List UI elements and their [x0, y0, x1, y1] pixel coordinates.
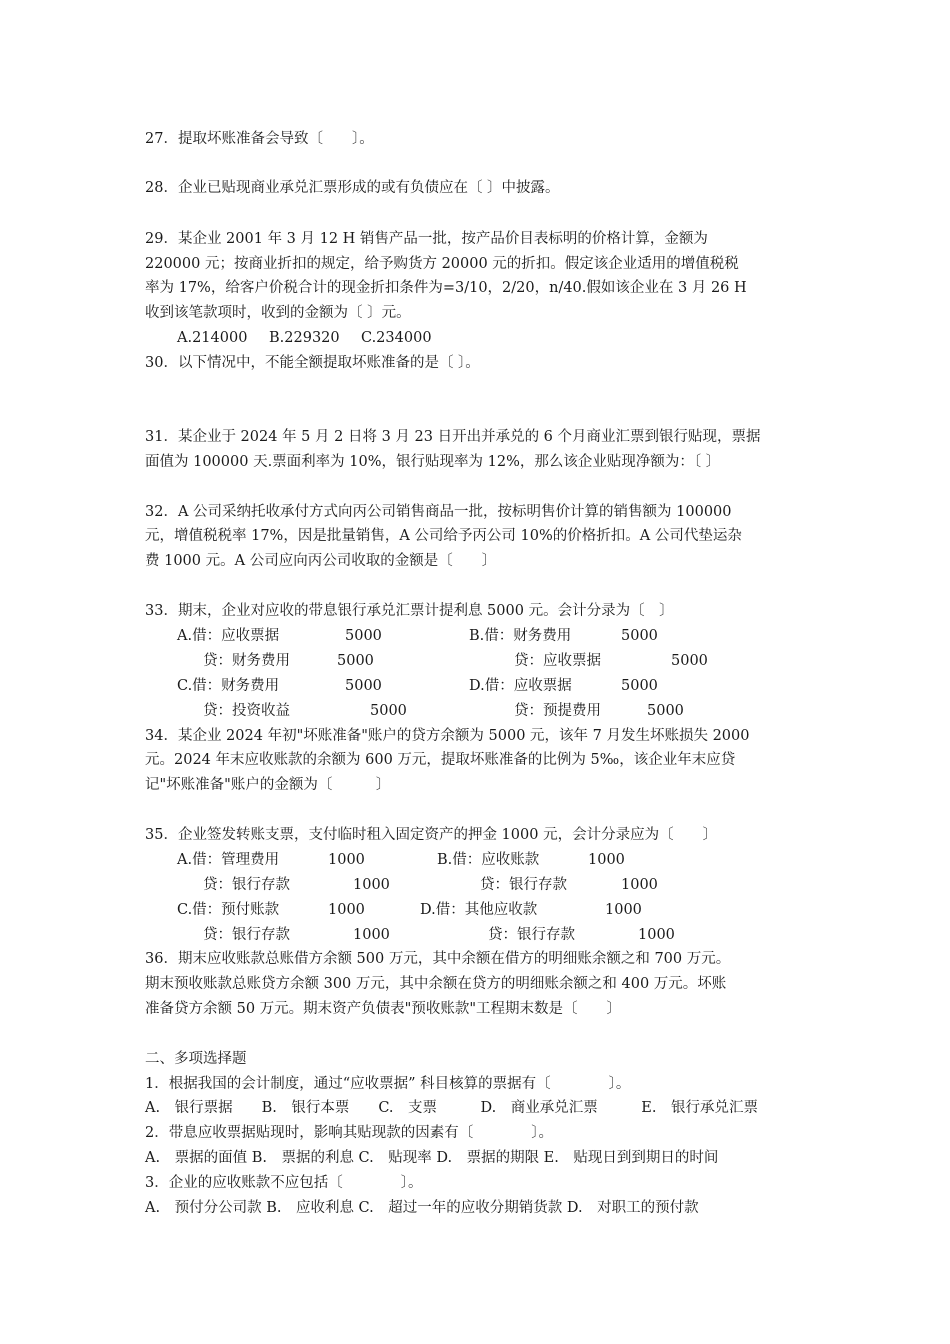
question-33-option-d-credit: 贷：预提费用 [514, 703, 601, 719]
question-35-option-a-credit-amount: 1000 [353, 877, 390, 893]
question-29-line-3: 率为 17%，给客户价税合计的现金折扣条件为=3/10，2/20，n/40.假如该企业在 3 月 26 H [145, 280, 747, 296]
question-35-option-d-credit: 贷：银行存款 [488, 927, 575, 943]
multi-question-2: 2．带息应收票据贴现时，影响其贴现款的因素有〔 〕。 [145, 1125, 553, 1141]
question-35-option-a-credit: 贷：银行存款 [203, 877, 290, 893]
section-heading-multiple-choice: 二、多项选择题 [145, 1051, 247, 1067]
question-29-option-c: C.234000 [361, 330, 432, 346]
question-33-option-a-credit: 贷：财务费用 [203, 653, 290, 669]
question-35-option-c-debit: C.借：预付账款 [177, 902, 280, 918]
question-33: 33．期末，企业对应收的带息银行承兑汇票计提利息 5000 元。会计分录为〔 〕 [145, 603, 674, 619]
question-35-option-b-debit-amount: 1000 [588, 852, 625, 868]
question-33-option-c-debit: C.借：财务费用 [177, 678, 280, 694]
question-33-option-c-debit-amount: 5000 [345, 678, 382, 694]
question-29-line-2: 220000 元；按商业折扣的规定，给予购货方 20000 元的折扣。假定该企业适用的增值税税 [145, 256, 739, 272]
question-33-option-d-debit: D.借：应收票据 [469, 678, 572, 694]
question-29-line-4: 收到该笔款项时，收到的金额为〔 〕元。 [145, 305, 411, 321]
question-35-option-b-debit: B.借：应收账款 [437, 852, 540, 868]
question-32-line-2: 元，增值税税率 17%，因是批量销售，A 公司给予丙公司 10%的价格折扣。A 公司代垫运杂 [145, 528, 742, 544]
question-28: 28．企业已贴现商业承兑汇票形成的或有负债应在〔 〕中披露。 [145, 180, 560, 196]
question-29-option-b: B.229320 [269, 330, 340, 346]
multi-question-1: 1．根据我国的会计制度，通过“应收票据” 科目核算的票据有〔 〕。 [145, 1076, 631, 1092]
question-34-line-3: 记"坏账准备"账户的金额为〔 〕 [145, 777, 391, 793]
question-35-option-b-credit-amount: 1000 [621, 877, 658, 893]
question-36-line-2: 期末预收账款总账贷方余额 300 万元，其中余额在贷方的明细账余额之和 400 万元。坏账 [145, 976, 727, 992]
question-34-line-1: 34．某企业 2024 年初"坏账准备"账户的贷方余额为 5000 元，该年 7 月发生坏账损失 2000 [145, 728, 750, 744]
question-33-option-a-credit-amount: 5000 [337, 653, 374, 669]
question-33-option-c-credit: 贷：投资收益 [203, 703, 290, 719]
multi-question-1-options: A. 银行票据 B. 银行本票 C. 支票 D. 商业承兑汇票 E. 银行承兑汇票 [145, 1100, 758, 1116]
question-31-line-1: 31．某企业于 2024 年 5 月 2 日将 3 月 23 日开出并承兑的 6 个月商业汇票到银行贴现，票据 [145, 429, 761, 445]
question-35-option-c-credit-amount: 1000 [353, 927, 390, 943]
question-29-line-1: 29．某企业 2001 年 3 月 12 H 销售产品一批，按产品价目表标明的价格计算，金额为 [145, 231, 708, 247]
question-35-option-d-debit: D.借：其他应收款 [420, 902, 538, 918]
question-35-option-c-debit-amount: 1000 [328, 902, 365, 918]
question-33-option-a-debit: A.借：应收票据 [177, 628, 280, 644]
question-36-line-1: 36．期末应收账款总账借方余额 500 万元，其中余额在借方的明细账余额之和 700 万元。 [145, 951, 731, 967]
question-33-option-b-debit: B.借：财务费用 [469, 628, 572, 644]
question-33-option-d-credit-amount: 5000 [647, 703, 684, 719]
question-30: 30．以下情况中，不能全额提取坏账准备的是〔 〕。 [145, 355, 480, 371]
question-32-line-1: 32．A 公司采纳托收承付方式向丙公司销售商品一批，按标明售价计算的销售额为 100000 [145, 504, 732, 520]
question-27: 27．提取坏账准备会导致〔 〕。 [145, 131, 374, 147]
multi-question-3-options: A. 预付分公司款 B. 应收利息 C. 超过一年的应收分期销货款 D. 对职工的预付款 [145, 1200, 699, 1216]
question-33-option-b-debit-amount: 5000 [621, 628, 658, 644]
question-35-option-a-debit-amount: 1000 [328, 852, 365, 868]
question-35-option-c-credit: 贷：银行存款 [203, 927, 290, 943]
question-34-line-2: 元。2024 年末应收账款的余额为 600 万元，提取坏账准备的比例为 5‰，该企业年末应贷 [145, 752, 736, 768]
question-33-option-a-debit-amount: 5000 [345, 628, 382, 644]
question-35-option-a-debit: A.借：管理费用 [177, 852, 280, 868]
question-33-option-b-credit-amount: 5000 [671, 653, 708, 669]
question-35-option-b-credit: 贷：银行存款 [480, 877, 567, 893]
question-32-line-3: 费 1000 元。A 公司应向丙公司收取的金额是〔 〕 [145, 553, 497, 569]
question-36-line-3: 准备贷方余额 50 万元。期末资产负债表"预收账款"工程期末数是〔 〕 [145, 1001, 622, 1017]
multi-question-3: 3．企业的应收账款不应包括〔 〕。 [145, 1175, 423, 1191]
question-33-option-b-credit: 贷：应收票据 [514, 653, 601, 669]
question-31-line-2: 面值为 100000 天.票面利率为 10%，银行贴现率为 12%，那么该企业贴现净额为：〔 〕 [145, 454, 721, 470]
question-29-option-a: A.214000 [177, 330, 248, 346]
question-33-option-d-debit-amount: 5000 [621, 678, 658, 694]
multi-question-2-options: A. 票据的面值 B. 票据的利息 C. 贴现率 D. 票据的期限 E. 贴现日到到期日的时间 [145, 1150, 719, 1166]
question-35-option-d-debit-amount: 1000 [605, 902, 642, 918]
question-35-option-d-credit-amount: 1000 [638, 927, 675, 943]
question-33-option-c-credit-amount: 5000 [370, 703, 407, 719]
question-35: 35．企业签发转账支票，支付临时租入固定资产的押金 1000 元，会计分录应为〔 〕 [145, 827, 718, 843]
